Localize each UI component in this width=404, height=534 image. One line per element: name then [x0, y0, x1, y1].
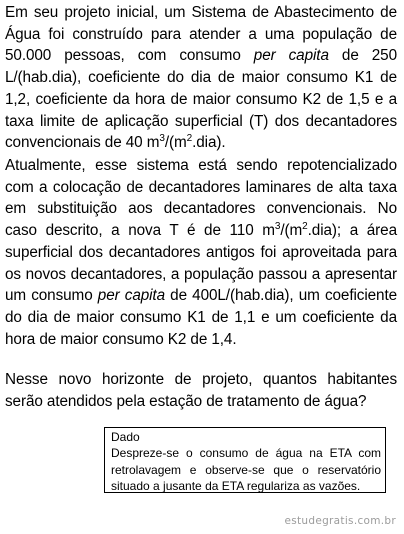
paragraph-text: /(m [280, 222, 303, 240]
per-capita-italic: per capita [97, 287, 165, 305]
superscript: 2 [302, 221, 308, 233]
given-data-title: Dado [111, 430, 140, 444]
superscript: 3 [274, 221, 281, 233]
paragraph-text: Em seu projeto inicial, um Sistema de Abastecimento de Água foi construído para atender a uma população de 50.000 pessoas, com consumo [5, 4, 397, 65]
question-paragraph-2 [5, 155, 397, 350]
paragraph-text: /(m [164, 134, 187, 152]
superscript: 3 [159, 133, 165, 145]
given-data-text: Despreze-se o consumo de água na ETA com retrolavagem e observe-se que o reservatório situado a jusante da ETA regulariza as vazões. [111, 446, 381, 493]
paragraph-text: .dia). [192, 134, 226, 152]
per-capita-italic: per capita [253, 47, 329, 65]
paragraph-text: de 250 L/(hab.dia), coeficiente do dia de maior consumo K1 de 1,2, coeficiente da hora de maior consumo K2 de 1,5 e a taxa limite de aplicação superficial (T) dos decantadores convencionais de 40 m [5, 47, 397, 152]
given-data-box [104, 427, 386, 493]
paragraph-text: de 400L/(hab.dia), um coeficiente do dia de maior consumo K1 de 1,1 e um coeficiente da hora de maior consumo K2 de 1,4. [5, 287, 398, 348]
question-paragraph-1 [5, 2, 397, 154]
paragraph-text: .dia); a área superficial dos decantadores antigos foi aproveitada para os novos decantadores, a população passou a apresentar um consumo [5, 222, 397, 305]
question-prompt: Nesse novo horizonte de projeto, quantos habitantes serão atendidos pela estação de tratamento de água? [5, 371, 397, 410]
site-watermark: estudegratis.com.br [284, 515, 396, 527]
superscript: 2 [186, 133, 193, 145]
paragraph-text: Atualmente, esse sistema está sendo repotencializado com a colocação de decantadores laminares de alta taxa em substituição aos decantadores convencionais. No caso descrito, a nova T é de 110 m [5, 157, 397, 240]
